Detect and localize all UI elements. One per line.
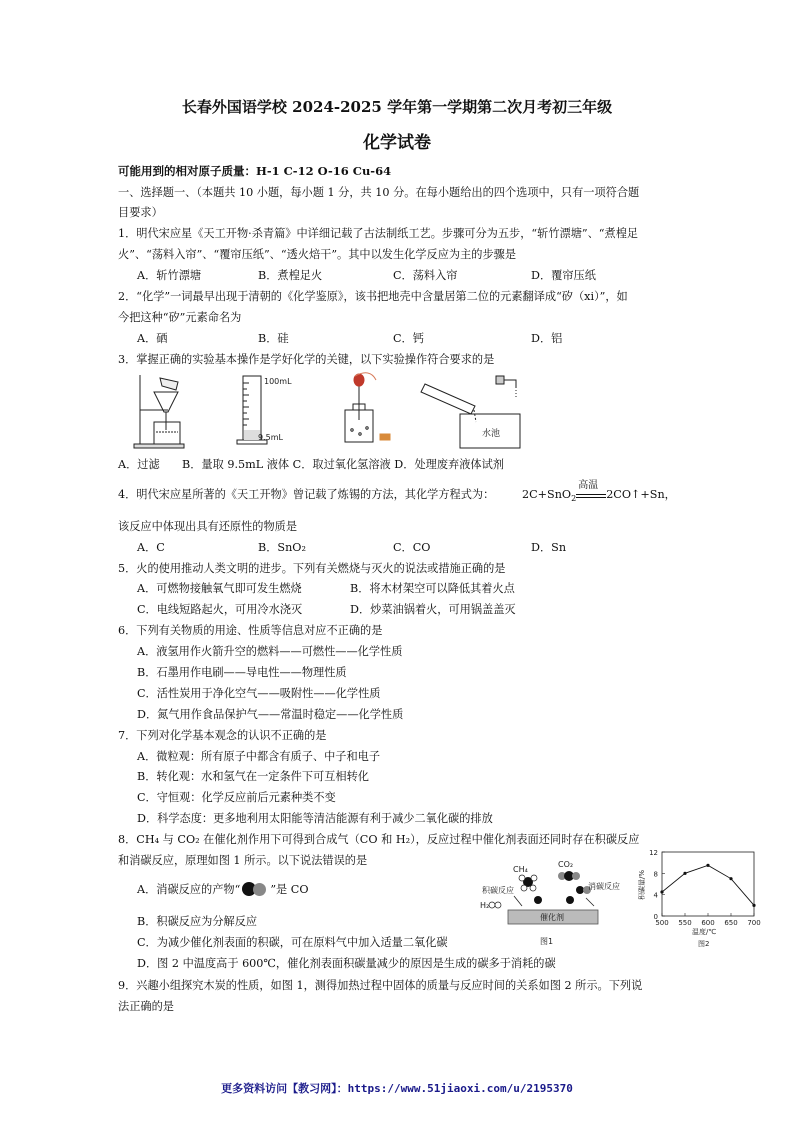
- chart-xtick-label: 550: [678, 919, 692, 927]
- chart-xtick-label: 650: [724, 919, 738, 927]
- q4-option-c: C．CO: [393, 541, 431, 554]
- q8-line1: 8．CH₄ 与 CO₂ 在催化剂作用下可得到合成气（CO 和 H₂），反应过程中催化剂表面还同时存在积碳反应: [118, 833, 640, 846]
- fig1-ch4-label: CH₄: [513, 865, 528, 874]
- q7-line1: 7．下列对化学基本观念的认识不正确的是: [118, 729, 327, 742]
- cylinder-bottom-label: 9.5mL: [258, 433, 283, 442]
- q3-line1: 3．掌握正确的实验基本操作是学好化学的关键，以下实验操作符合要求的是: [118, 353, 495, 366]
- chart-point: [729, 877, 732, 880]
- q2-option-a: A．硒: [137, 332, 168, 345]
- chart-ytick-label: 4: [653, 891, 658, 900]
- q7-option-c: C．守恒观：化学反应前后元素种类不变: [137, 791, 336, 804]
- q4-equation: [522, 480, 676, 503]
- q4-option-b: B．SnO₂: [258, 541, 306, 554]
- chart-xtick-label: 600: [701, 919, 715, 927]
- q6-line1: 6．下列有关物质的用途、性质等信息对应不正确的是: [118, 624, 383, 637]
- q1-option-b: B．煮楻足火: [258, 269, 323, 282]
- fig1-h2-label: H₂: [480, 901, 490, 910]
- q3-options: A．过滤 B．量取 9.5mL 液体 C．取过氧化氢溶液 D．处理废弃液体试剂: [118, 458, 504, 471]
- fig1-arrow-right: [586, 898, 594, 906]
- q8-option-c: C．为减少催化剂表面的积碳，可在原料气中加入适量二氧化碳: [137, 936, 448, 949]
- equation-left: 2C+SnO: [522, 488, 572, 501]
- section-intro-line1: 一、选择题一、（本题共 10 小题，每小题 1 分，共 10 分。在每小题给出的四个选项中，只有一项符合题: [118, 186, 640, 199]
- co-molecule-icon: [240, 882, 270, 896]
- q1-line1: 1．明代宋应星《天工开物·杀青篇》中详细记载了古法制纸工艺。步骤可分为五步，“斩竹漂塘”、“煮楻足: [118, 227, 639, 240]
- q1-option-d: D．覆帘压纸: [531, 269, 596, 282]
- chart-series-line: [662, 865, 754, 905]
- dropper-bottle: [345, 373, 390, 442]
- q8-option-a-suffix: ”是 CO: [270, 883, 309, 896]
- q8-option-b: B．积碳反应为分解反应: [137, 915, 258, 928]
- equation-condition: 高温: [578, 480, 599, 491]
- q9-line2: 法正确的是: [118, 1000, 174, 1013]
- q5-option-b: B．将木材架空可以降低其着火点: [350, 582, 515, 595]
- q4-line2: 该反应中体现出具有还原性的物质是: [118, 520, 298, 533]
- footer-link[interactable]: 更多资料访问【教习网】：https://www.51jiaoxi.com/u/2195370: [221, 1082, 573, 1095]
- fig1-catalyst-label: 催化剂: [540, 913, 564, 922]
- q5-line1: 5．火的使用推动人类文明的进步。下列有关燃烧与灭火的说法或措施正确的是: [118, 562, 506, 575]
- fig1-right-label: 消碳反应: [588, 882, 620, 891]
- chart-frame: [662, 852, 754, 916]
- school-title: 长春外国语学校 2024-2025 学年第一学期第二次月考初三年级: [181, 98, 613, 116]
- subject-title: 化学试卷: [363, 133, 431, 153]
- q7-option-a: A．微粒观：所有原子中都含有质子、中子和电子: [137, 750, 381, 763]
- section-intro-line2: 目要求）: [118, 206, 163, 219]
- q4-option-a: A．C: [137, 541, 165, 554]
- q8-option-a-prefix: A．消碳反应的产物“: [137, 883, 241, 896]
- chart-ytick-label: 12: [649, 849, 658, 857]
- q1-line2: 火”、“荡料入帘”、“覆帘压纸”、“透火焙干”。其中以发生化学反应为主的步骤是: [118, 248, 517, 261]
- q7-option-b: B．转化观：水和氢气在一定条件下可互相转化: [137, 770, 369, 783]
- q8-figure-1: [478, 856, 628, 948]
- chart-xtick-label: 700: [747, 919, 761, 927]
- chart-ytick-label: 8: [653, 870, 658, 879]
- chart-xlabel: 温度/℃: [692, 928, 717, 936]
- q7-option-d: D．科学态度：更多地利用太阳能等清洁能源有利于减少二氧化碳的排放: [137, 812, 493, 825]
- q8-line2: 和消碳反应，原理如图 1 所示。以下说法错误的是: [118, 854, 368, 867]
- atomic-mass-line: 可能用到的相对原子质量：H-1 C-12 O-16 Cu-64: [118, 164, 392, 178]
- q2-line1: 2．“化学”一词最早出现于清朝的《化学鉴原》，该书把地壳中含量居第二位的元素翻译成“矽（xi）”，如: [118, 290, 628, 303]
- q2-option-b: B．硅: [258, 332, 289, 345]
- q8-figure-2-chart: [632, 846, 762, 952]
- fig1-co2-label: CO₂: [558, 860, 574, 869]
- test-tube-and-sink: [421, 376, 520, 448]
- q1-option-c: C．荡料入帘: [393, 269, 458, 282]
- chart-xtick-label: 500: [655, 919, 669, 927]
- sink-label: 水池: [482, 429, 501, 439]
- filtration-apparatus: [134, 375, 184, 448]
- q8-option-d: D．图 2 中温度高于 600℃，催化剂表面积碳量减少的原因是生成的碳多于消耗的碳: [137, 957, 556, 970]
- q5-option-c: C．电线短路起火，可用冷水浇灭: [137, 603, 303, 616]
- fig1-left-label: 积碳反应: [482, 886, 514, 895]
- q2-line2: 今把这种“矽”元素命名为: [118, 311, 242, 324]
- q8-option-a: [137, 881, 309, 897]
- q5-option-d: D．炒菜油锅着火，可用锅盖盖灭: [350, 603, 516, 616]
- equation-sub: 2: [571, 494, 577, 503]
- q6-option-b: B．石墨用作电刷——导电性——物理性质: [137, 666, 347, 679]
- chart-point: [706, 864, 709, 867]
- q6-option-a: A．液氢用作火箭升空的燃料——可燃性——化学性质: [137, 645, 403, 658]
- q5-option-a: A．可燃物接触氧气即可发生燃烧: [137, 582, 302, 595]
- q6-option-c: C．活性炭用于净化空气——吸附性——化学性质: [137, 687, 381, 700]
- chart-point: [660, 890, 663, 893]
- q2-option-d: D．铝: [531, 332, 563, 345]
- fig1-arrow-left: [514, 896, 522, 906]
- q2-option-c: C．钙: [393, 332, 424, 345]
- chart-caption: 图2: [698, 940, 710, 948]
- q4-line1: 4．明代宋应星所著的《天工开物》曾记载了炼锡的方法，其化学方程式为：: [118, 488, 495, 501]
- q3-figure: [130, 370, 560, 450]
- q9-line1: 9．兴趣小组探究木炭的性质，如图 1，测得加热过程中固体的质量与反应时间的关系如图 2 所示。下列说: [118, 979, 643, 992]
- q1-option-a: A．斩竹漂塘: [137, 269, 202, 282]
- chart-ylabel: 积碳量/%: [638, 869, 646, 900]
- cylinder-top-label: 100mL: [264, 377, 292, 386]
- chart-point: [683, 872, 686, 875]
- chart-ytick-label: 0: [653, 913, 658, 921]
- equation-right: 2CO↑+Sn，: [606, 488, 676, 501]
- fig1-caption: 图1: [540, 937, 554, 946]
- q4-option-d: D．Sn: [531, 541, 567, 554]
- q6-option-d: D．氮气用作食品保护气——常温时稳定——化学性质: [137, 708, 404, 721]
- chart-point: [752, 904, 755, 907]
